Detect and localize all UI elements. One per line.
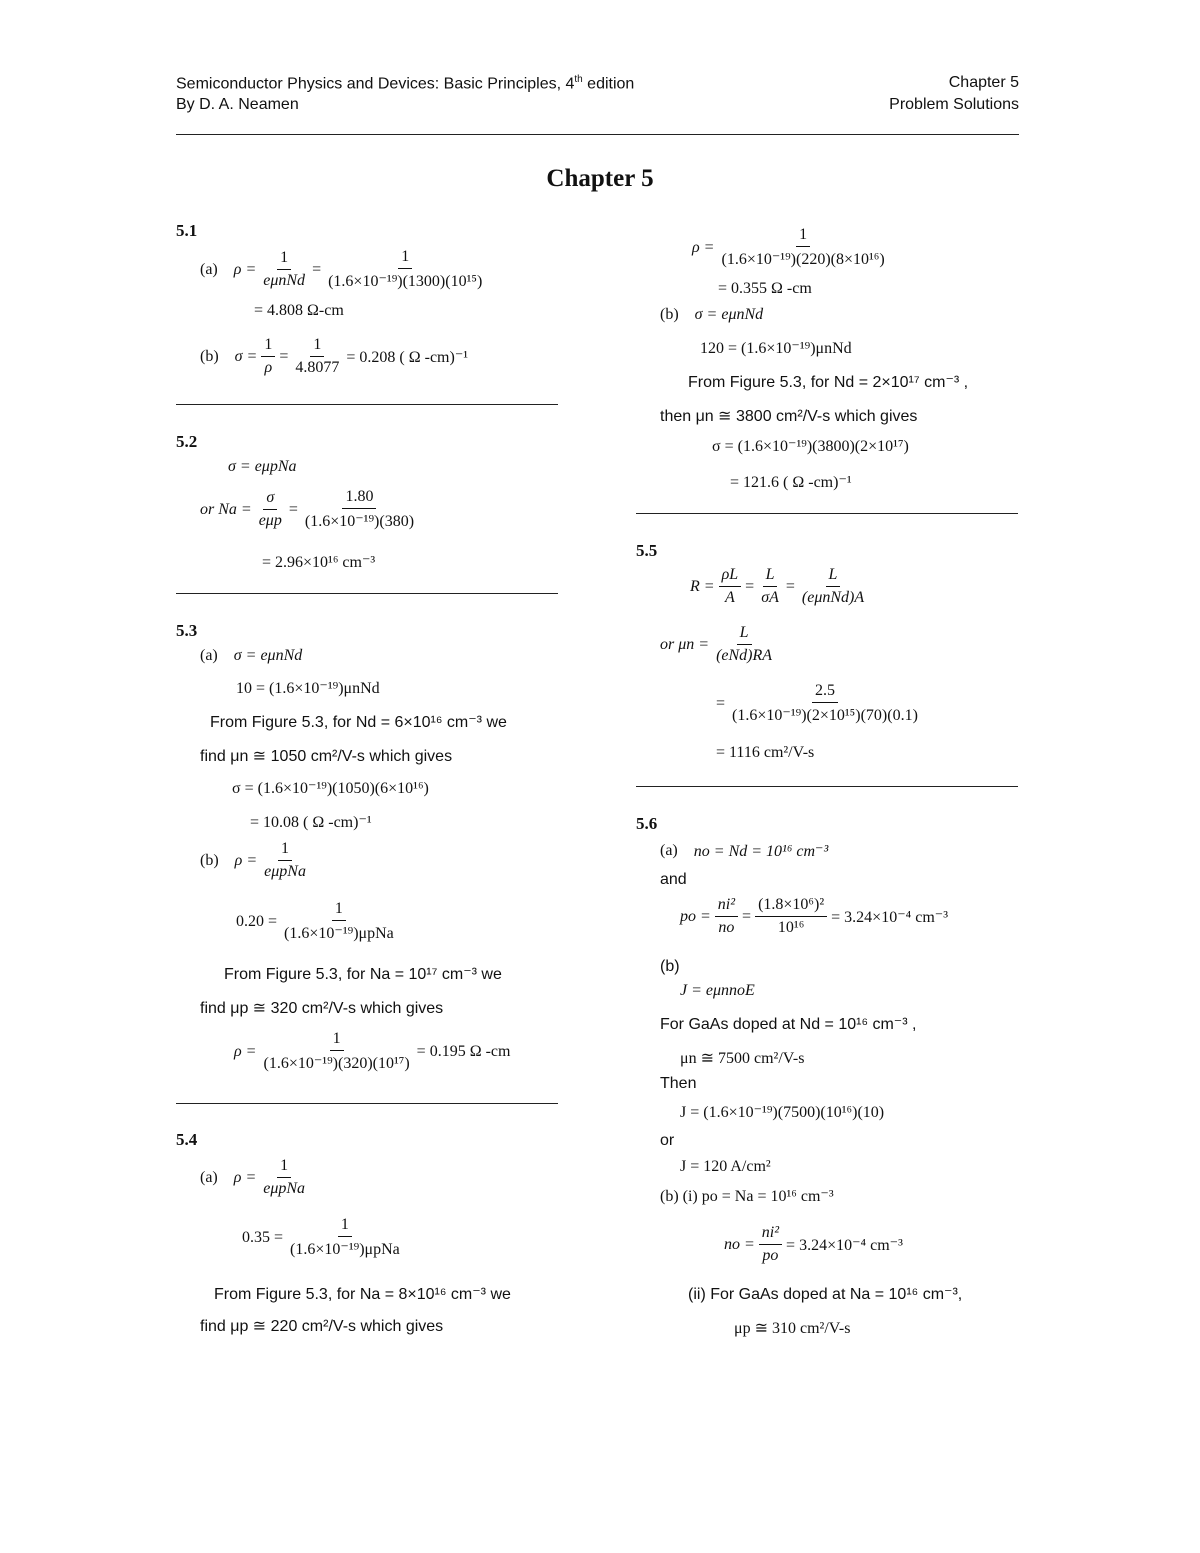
problem-5-2-result: = 2.96×10¹⁶ cm⁻³ [262,554,376,571]
problem-5-2-line-2 [200,488,421,531]
denominator: eμnNd [263,272,306,289]
equation-lhs: ρ = [234,851,258,869]
fraction [718,226,887,269]
chapter-label: Chapter 5 [948,74,1019,91]
result: = 3.24×10⁻⁴ cm⁻³ [786,1236,903,1254]
equation-lhs: 0.20 = [236,912,278,930]
numerator: 1 [338,1216,352,1237]
numerator: L [763,566,778,587]
fraction [799,566,867,607]
fraction [261,336,275,377]
problem-5-6-b-ii-line-2: μp ≅ 310 cm²/V-s [734,1320,851,1337]
problem-5-3-a-line-2: 10 = (1.6×10⁻¹⁹)μnNd [236,680,380,697]
denominator: (1.6×10⁻¹⁹)μpNa [284,925,394,942]
problem-5-3-b-line-5 [234,1030,514,1073]
denominator: (1.6×10⁻¹⁹)(320)(10¹⁷) [263,1055,410,1072]
numerator: (1.8×10⁶)² [755,896,827,917]
problem-5-2-label: 5.2 [176,432,198,451]
page-title: Chapter 5 [546,165,654,192]
fraction [715,896,738,937]
equation-lhs: 0.35 = [242,1228,284,1246]
denominator: (1.6×10⁻¹⁹)(1300)(10¹⁵) [328,273,483,290]
problem-5-6-b-line-3: μn ≅ 7500 cm²/V-s [680,1050,805,1067]
numerator: L [826,566,841,587]
part-tag: (a) [200,1168,218,1186]
problem-5-5-line-3 [716,682,925,725]
problem-5-3-a-line-4: find μn ≅ 1050 cm²/V-s which gives [200,748,453,765]
numerator: L [737,624,752,645]
problem-5-4-b-line-1 [660,306,767,324]
equation: no = Nd = 10¹⁶ cm⁻³ [693,843,829,860]
denominator: (1.6×10⁻¹⁹)(2×10¹⁵)(70)(0.1) [732,707,918,724]
problem-5-4-a-line-2 [242,1216,407,1259]
equation-lhs: ρ = [234,1042,257,1060]
denominator: 10¹⁶ [777,919,805,936]
header-divider [176,134,1019,135]
part-tag: (a) [660,842,678,859]
equation-lhs: or μn = [660,635,710,653]
numerator: 1 [310,336,324,357]
problem-5-4-a-line-4: find μp ≅ 220 cm²/V-s which gives [200,1318,444,1335]
fraction [292,336,342,377]
part-tag: (b) [200,851,219,869]
problem-5-4-b-line-5: σ = (1.6×10⁻¹⁹)(3800)(2×10¹⁷) [712,438,909,455]
fraction [256,489,285,530]
fraction [302,488,417,531]
book-title: Semiconductor Physics and Devices: Basic Principles, 4th edition [176,74,635,93]
problem-5-6-b-line-4: J = (1.6×10⁻¹⁹)(7500)(10¹⁶)(10) [680,1104,885,1121]
problem-5-4-b-line-2: 120 = (1.6×10⁻¹⁹)μnNd [700,340,852,357]
part-tag: (b) [660,306,679,323]
problem-5-3-a-line-1 [200,647,306,665]
problem-divider [176,1103,558,1104]
equation-lhs: no = [724,1235,755,1253]
fraction [260,1157,308,1198]
numerator: 1 [398,248,412,269]
problem-5-6-b-ii-line-1: (ii) For GaAs doped at Na = 10¹⁶ cm⁻³, [688,1286,963,1303]
fraction [325,248,485,291]
problem-5-4-b-line-6: = 121.6 ( Ω -cm)⁻¹ [730,474,852,491]
numerator: 1 [261,336,275,357]
problem-5-4-a [200,1157,312,1198]
fraction [719,566,742,607]
problem-divider [636,786,1018,787]
problem-5-6-b-line-5: J = 120 A/cm² [680,1158,771,1175]
denominator: eμp [258,512,282,529]
denominator: (1.6×10⁻¹⁹)(220)(8×10¹⁶) [721,251,885,268]
problem-5-4-a-line-6: = 0.355 Ω -cm [718,280,812,297]
result: = 0.195 Ω -cm [416,1042,511,1060]
denominator: eμpNa [264,863,306,880]
problem-5-4-label: 5.4 [176,1130,198,1149]
problem-5-3-a-line-3: From Figure 5.3, for Nd = 6×10¹⁶ cm⁻³ we [210,714,507,731]
problem-divider [176,404,558,405]
numerator: 1 [332,900,346,921]
equation: σ = eμnNd [694,306,764,323]
problem-5-6-label: 5.6 [636,814,658,833]
problem-5-6-b-line-2: For GaAs doped at Nd = 10¹⁶ cm⁻³ , [660,1016,917,1033]
problem-5-5-line-2 [660,624,779,665]
problem-5-3-b-line-4: find μp ≅ 320 cm²/V-s which gives [200,1000,444,1017]
problem-5-1-a-result: = 4.808 Ω-cm [254,302,344,319]
problem-5-3-a-line-5: σ = (1.6×10⁻¹⁹)(1050)(6×10¹⁶) [232,780,429,797]
fraction [287,1216,403,1259]
denominator: A [724,589,735,606]
problem-5-4-a-line-3: From Figure 5.3, for Na = 8×10¹⁶ cm⁻³ we [214,1286,511,1303]
denominator: (eμnNd)A [801,589,865,606]
problem-5-6-b-line-1 [680,982,759,1000]
equation: σ = eμpNa [228,458,297,475]
section-label: Problem Solutions [889,96,1019,113]
result: = 3.24×10⁻⁴ cm⁻³ [831,908,948,926]
equals: = [716,694,726,712]
fraction [713,624,775,665]
problem-5-1-b [200,336,472,377]
problem-5-6-and: and [660,871,687,888]
numerator: 2.5 [812,682,838,703]
problem-5-3-b-line-2 [236,900,401,943]
equals: = [785,577,795,595]
problem-divider [176,593,558,594]
fraction [281,900,397,943]
equals: = [288,500,298,518]
denominator: eμpNa [263,1180,306,1197]
equation: σ = eμnNd [233,647,303,664]
denominator: (eNd)RA [716,647,773,664]
equation-lhs: ρ = [233,260,257,278]
numerator: ni² [715,896,738,917]
equation-lhs: or Na = [200,500,252,518]
numerator: 1.80 [342,488,376,509]
problem-divider [636,513,1018,514]
denominator: 4.8077 [295,359,340,376]
fraction [758,566,782,607]
problem-5-5-result: = 1116 cm²/V-s [716,744,815,761]
problem-5-1-label: 5.1 [176,221,198,240]
problem-5-6-b-i-line-1: (b) (i) po = Na = 10¹⁶ cm⁻³ [660,1188,834,1205]
equals: = [742,907,752,925]
problem-5-6-then: Then [660,1075,697,1092]
denominator: po [762,1247,779,1264]
problem-5-6-b-tag: (b) [660,958,680,975]
numerator: 1 [330,1030,344,1051]
problem-5-6-a-line-2 [680,896,952,937]
problem-5-6-a-line-1 [660,841,832,861]
fraction [759,1224,782,1265]
part-tag: (b) [200,347,219,365]
equation-lhs: ρ = [692,238,715,256]
numerator: 1 [796,226,810,247]
problem-5-2-line-1 [228,458,301,476]
part-tag: (a) [200,647,218,664]
problem-5-3-a-line-6: = 10.08 ( Ω -cm)⁻¹ [250,814,372,831]
equation-lhs: R = [690,577,715,595]
author: By D. A. Neamen [176,96,299,113]
numerator: ni² [759,1224,782,1245]
fraction [755,896,827,937]
equals: = [745,577,755,595]
numerator: 1 [277,1157,291,1178]
problem-5-6-or: or [660,1132,675,1149]
equation-lhs: ρ = [233,1168,257,1186]
denominator: (1.6×10⁻¹⁹)(380) [304,513,415,530]
numerator: 1 [278,840,292,861]
problem-5-1-a [200,248,489,291]
fraction [261,840,309,881]
result: = 0.208 ( Ω -cm)⁻¹ [346,348,469,366]
problem-5-3-label: 5.3 [176,621,198,640]
equals: = [279,347,289,365]
fraction [260,249,308,290]
equals: = [312,260,322,278]
part-tag: (a) [200,260,218,278]
problem-5-5-label: 5.5 [636,541,658,560]
numerator: ρL [719,566,742,587]
denominator: ρ [264,359,273,376]
fraction [260,1030,412,1073]
problem-5-4-a-line-5 [692,226,892,269]
equation: J = eμnnoE [680,982,755,999]
denominator: (1.6×10⁻¹⁹)μpNa [290,1241,400,1258]
fraction [729,682,921,725]
numerator: σ [263,489,277,510]
denominator: σA [761,589,779,606]
problem-5-3-b-line-3: From Figure 5.3, for Na = 10¹⁷ cm⁻³ we [224,966,502,983]
equation-lhs: po = [680,907,711,925]
problem-5-3-b [200,840,313,881]
problem-5-4-b-line-3: From Figure 5.3, for Nd = 2×10¹⁷ cm⁻³ , [688,374,969,391]
problem-5-6-b-i-line-2 [724,1224,907,1265]
problem-5-4-b-line-4: then μn ≅ 3800 cm²/V-s which gives [660,408,918,425]
denominator: no [718,919,735,936]
equation-lhs: σ = [234,347,258,365]
numerator: 1 [277,249,291,270]
problem-5-5-line-1 [690,566,871,607]
